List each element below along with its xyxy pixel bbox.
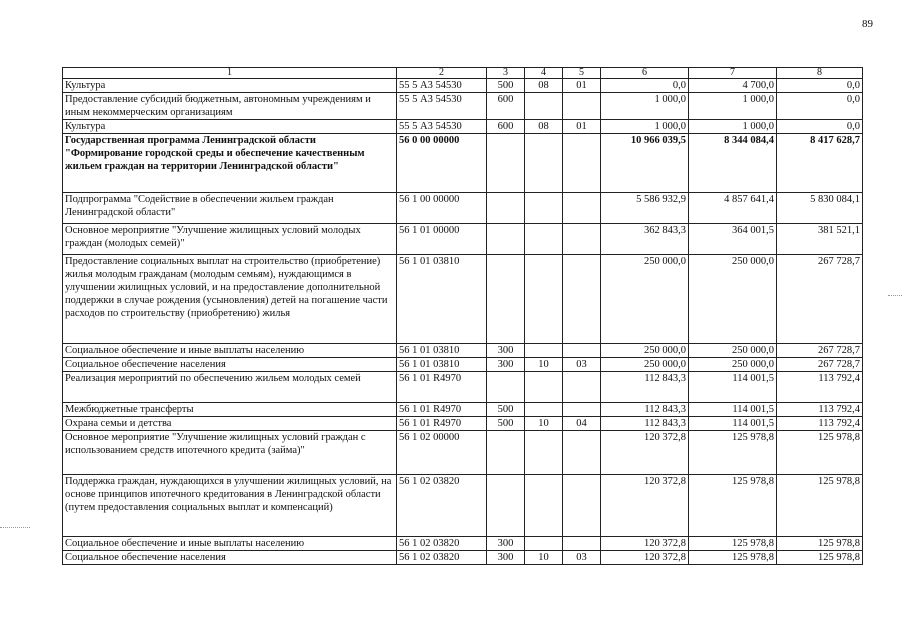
subsection <box>563 134 601 193</box>
target-article-code: 56 1 01 R4970 <box>397 403 487 417</box>
table-row <box>63 93 863 120</box>
table-row <box>63 224 863 255</box>
subsection: 04 <box>563 417 601 431</box>
amount-col7: 364 001,5 <box>689 224 777 255</box>
amount-col8: 267 728,7 <box>777 358 863 372</box>
section <box>525 224 563 255</box>
target-article-code: 56 1 01 R4970 <box>397 417 487 431</box>
amount-col7: 114 001,5 <box>689 403 777 417</box>
subsection <box>563 431 601 475</box>
row-name: Основное мероприятие "Улучшение жилищных условий молодых граждан (молодых семей)" <box>63 224 397 255</box>
amount-col6: 120 372,8 <box>601 475 689 537</box>
row-name: Предоставление субсидий бюджетным, автономным учреждениям и иным некоммерческим организациям <box>63 93 397 120</box>
expense-type: 300 <box>487 537 525 551</box>
page-number: 89 <box>862 18 873 30</box>
amount-col7: 125 978,8 <box>689 551 777 565</box>
subsection: 01 <box>563 120 601 134</box>
scan-artifact <box>0 527 30 528</box>
table-row <box>63 79 863 93</box>
amount-col8: 113 792,4 <box>777 372 863 403</box>
header-row <box>63 68 863 79</box>
amount-col8: 5 830 084,1 <box>777 193 863 224</box>
row-name: Культура <box>63 120 397 134</box>
subsection <box>563 93 601 120</box>
table-row <box>63 255 863 344</box>
section <box>525 255 563 344</box>
amount-col7: 114 001,5 <box>689 372 777 403</box>
table-row <box>63 372 863 403</box>
target-article-code: 55 5 А3 54530 <box>397 120 487 134</box>
subsection <box>563 224 601 255</box>
amount-col7: 125 978,8 <box>689 431 777 475</box>
subsection <box>563 344 601 358</box>
row-name: Подпрограмма "Содействие в обеспечении жильем граждан Ленинградской области" <box>63 193 397 224</box>
scan-artifact <box>888 295 902 296</box>
expense-type: 300 <box>487 358 525 372</box>
amount-col8: 113 792,4 <box>777 417 863 431</box>
amount-col6: 1 000,0 <box>601 93 689 120</box>
amount-col8: 381 521,1 <box>777 224 863 255</box>
table-row <box>63 417 863 431</box>
section <box>525 134 563 193</box>
table-row <box>63 475 863 537</box>
column-header: 6 <box>601 68 689 79</box>
column-header: 7 <box>689 68 777 79</box>
column-header: 3 <box>487 68 525 79</box>
amount-col7: 4 700,0 <box>689 79 777 93</box>
row-name: Межбюджетные трансферты <box>63 403 397 417</box>
column-header: 4 <box>525 68 563 79</box>
amount-col8: 267 728,7 <box>777 344 863 358</box>
target-article-code: 56 1 00 00000 <box>397 193 487 224</box>
section <box>525 475 563 537</box>
section <box>525 431 563 475</box>
amount-col6: 112 843,3 <box>601 372 689 403</box>
amount-col6: 250 000,0 <box>601 358 689 372</box>
amount-col6: 112 843,3 <box>601 417 689 431</box>
row-name: Охрана семьи и детства <box>63 417 397 431</box>
target-article-code: 56 1 01 00000 <box>397 224 487 255</box>
expense-type: 600 <box>487 93 525 120</box>
section: 10 <box>525 358 563 372</box>
table-row <box>63 344 863 358</box>
table-row <box>63 403 863 417</box>
target-article-code: 55 5 А3 54530 <box>397 93 487 120</box>
row-name: Основное мероприятие "Улучшение жилищных условий граждан с использованием средств ипотечного кредита (займа)" <box>63 431 397 475</box>
subsection <box>563 372 601 403</box>
column-header: 1 <box>63 68 397 79</box>
section <box>525 372 563 403</box>
amount-col7: 250 000,0 <box>689 255 777 344</box>
amount-col7: 114 001,5 <box>689 417 777 431</box>
expense-type <box>487 255 525 344</box>
amount-col8: 0,0 <box>777 120 863 134</box>
row-name: Предоставление социальных выплат на строительство (приобретение) жилья молодым гражданам (молодым семьям), нуждающимся в улучшении жилищных условий, и на предоставление дополнительной поддержки в случае рождения (усыновления) детей на погашение части расходов по строительству (приобретению) жилья <box>63 255 397 344</box>
target-article-code: 56 1 02 00000 <box>397 431 487 475</box>
expense-type: 300 <box>487 344 525 358</box>
amount-col7: 8 344 084,4 <box>689 134 777 193</box>
expense-type <box>487 224 525 255</box>
amount-col6: 120 372,8 <box>601 551 689 565</box>
expense-type <box>487 475 525 537</box>
expense-type <box>487 134 525 193</box>
amount-col6: 362 843,3 <box>601 224 689 255</box>
row-name: Культура <box>63 79 397 93</box>
target-article-code: 56 1 02 03820 <box>397 537 487 551</box>
section: 10 <box>525 417 563 431</box>
amount-col6: 250 000,0 <box>601 255 689 344</box>
target-article-code: 56 1 01 03810 <box>397 255 487 344</box>
row-name: Поддержка граждан, нуждающихся в улучшении жилищных условий, на основе принципов ипотечного кредитования в Ленинградской области (путем предоставления социальных выплат и компенсаций) <box>63 475 397 537</box>
amount-col7: 1 000,0 <box>689 120 777 134</box>
amount-col8: 113 792,4 <box>777 403 863 417</box>
target-article-code: 56 1 02 03820 <box>397 551 487 565</box>
amount-col6: 112 843,3 <box>601 403 689 417</box>
section <box>525 193 563 224</box>
table-row <box>63 120 863 134</box>
row-name: Социальное обеспечение и иные выплаты населению <box>63 344 397 358</box>
section: 10 <box>525 551 563 565</box>
amount-col7: 250 000,0 <box>689 358 777 372</box>
table-row <box>63 551 863 565</box>
subsection <box>563 255 601 344</box>
amount-col7: 1 000,0 <box>689 93 777 120</box>
amount-col7: 125 978,8 <box>689 537 777 551</box>
target-article-code: 56 0 00 00000 <box>397 134 487 193</box>
subsection: 01 <box>563 79 601 93</box>
amount-col6: 1 000,0 <box>601 120 689 134</box>
table-row <box>63 193 863 224</box>
amount-col6: 120 372,8 <box>601 431 689 475</box>
subsection <box>563 193 601 224</box>
expense-type <box>487 372 525 403</box>
table-row <box>63 431 863 475</box>
amount-col6: 5 586 932,9 <box>601 193 689 224</box>
table-row <box>63 358 863 372</box>
target-article-code: 56 1 01 03810 <box>397 358 487 372</box>
row-name: Социальное обеспечение населения <box>63 358 397 372</box>
amount-col8: 8 417 628,7 <box>777 134 863 193</box>
table-row <box>63 537 863 551</box>
expense-type: 500 <box>487 79 525 93</box>
section <box>525 344 563 358</box>
expense-type: 300 <box>487 551 525 565</box>
section: 08 <box>525 120 563 134</box>
subsection <box>563 537 601 551</box>
section <box>525 403 563 417</box>
amount-col7: 250 000,0 <box>689 344 777 358</box>
section <box>525 93 563 120</box>
amount-col7: 4 857 641,4 <box>689 193 777 224</box>
subsection <box>563 475 601 537</box>
expense-type <box>487 193 525 224</box>
target-article-code: 55 5 А3 54530 <box>397 79 487 93</box>
subsection <box>563 403 601 417</box>
row-name: Социальное обеспечение и иные выплаты населению <box>63 537 397 551</box>
row-name: Государственная программа Ленинградской области "Формирование городской среды и обеспечение качественным жильем граждан на территории Ленинградской области" <box>63 134 397 193</box>
column-header: 5 <box>563 68 601 79</box>
amount-col8: 0,0 <box>777 79 863 93</box>
expense-type: 500 <box>487 403 525 417</box>
column-header: 2 <box>397 68 487 79</box>
amount-col8: 125 978,8 <box>777 475 863 537</box>
row-name: Реализация мероприятий по обеспечению жильем молодых семей <box>63 372 397 403</box>
amount-col7: 125 978,8 <box>689 475 777 537</box>
budget-table <box>62 67 863 565</box>
amount-col6: 120 372,8 <box>601 537 689 551</box>
amount-col6: 250 000,0 <box>601 344 689 358</box>
expense-type <box>487 431 525 475</box>
amount-col8: 125 978,8 <box>777 431 863 475</box>
amount-col8: 125 978,8 <box>777 537 863 551</box>
table-row <box>63 134 863 193</box>
amount-col8: 0,0 <box>777 93 863 120</box>
column-header: 8 <box>777 68 863 79</box>
section: 08 <box>525 79 563 93</box>
amount-col6: 0,0 <box>601 79 689 93</box>
row-name: Социальное обеспечение населения <box>63 551 397 565</box>
amount-col8: 267 728,7 <box>777 255 863 344</box>
amount-col8: 125 978,8 <box>777 551 863 565</box>
target-article-code: 56 1 01 03810 <box>397 344 487 358</box>
subsection: 03 <box>563 551 601 565</box>
subsection: 03 <box>563 358 601 372</box>
target-article-code: 56 1 01 R4970 <box>397 372 487 403</box>
section <box>525 537 563 551</box>
expense-type: 500 <box>487 417 525 431</box>
target-article-code: 56 1 02 03820 <box>397 475 487 537</box>
amount-col6: 10 966 039,5 <box>601 134 689 193</box>
expense-type: 600 <box>487 120 525 134</box>
